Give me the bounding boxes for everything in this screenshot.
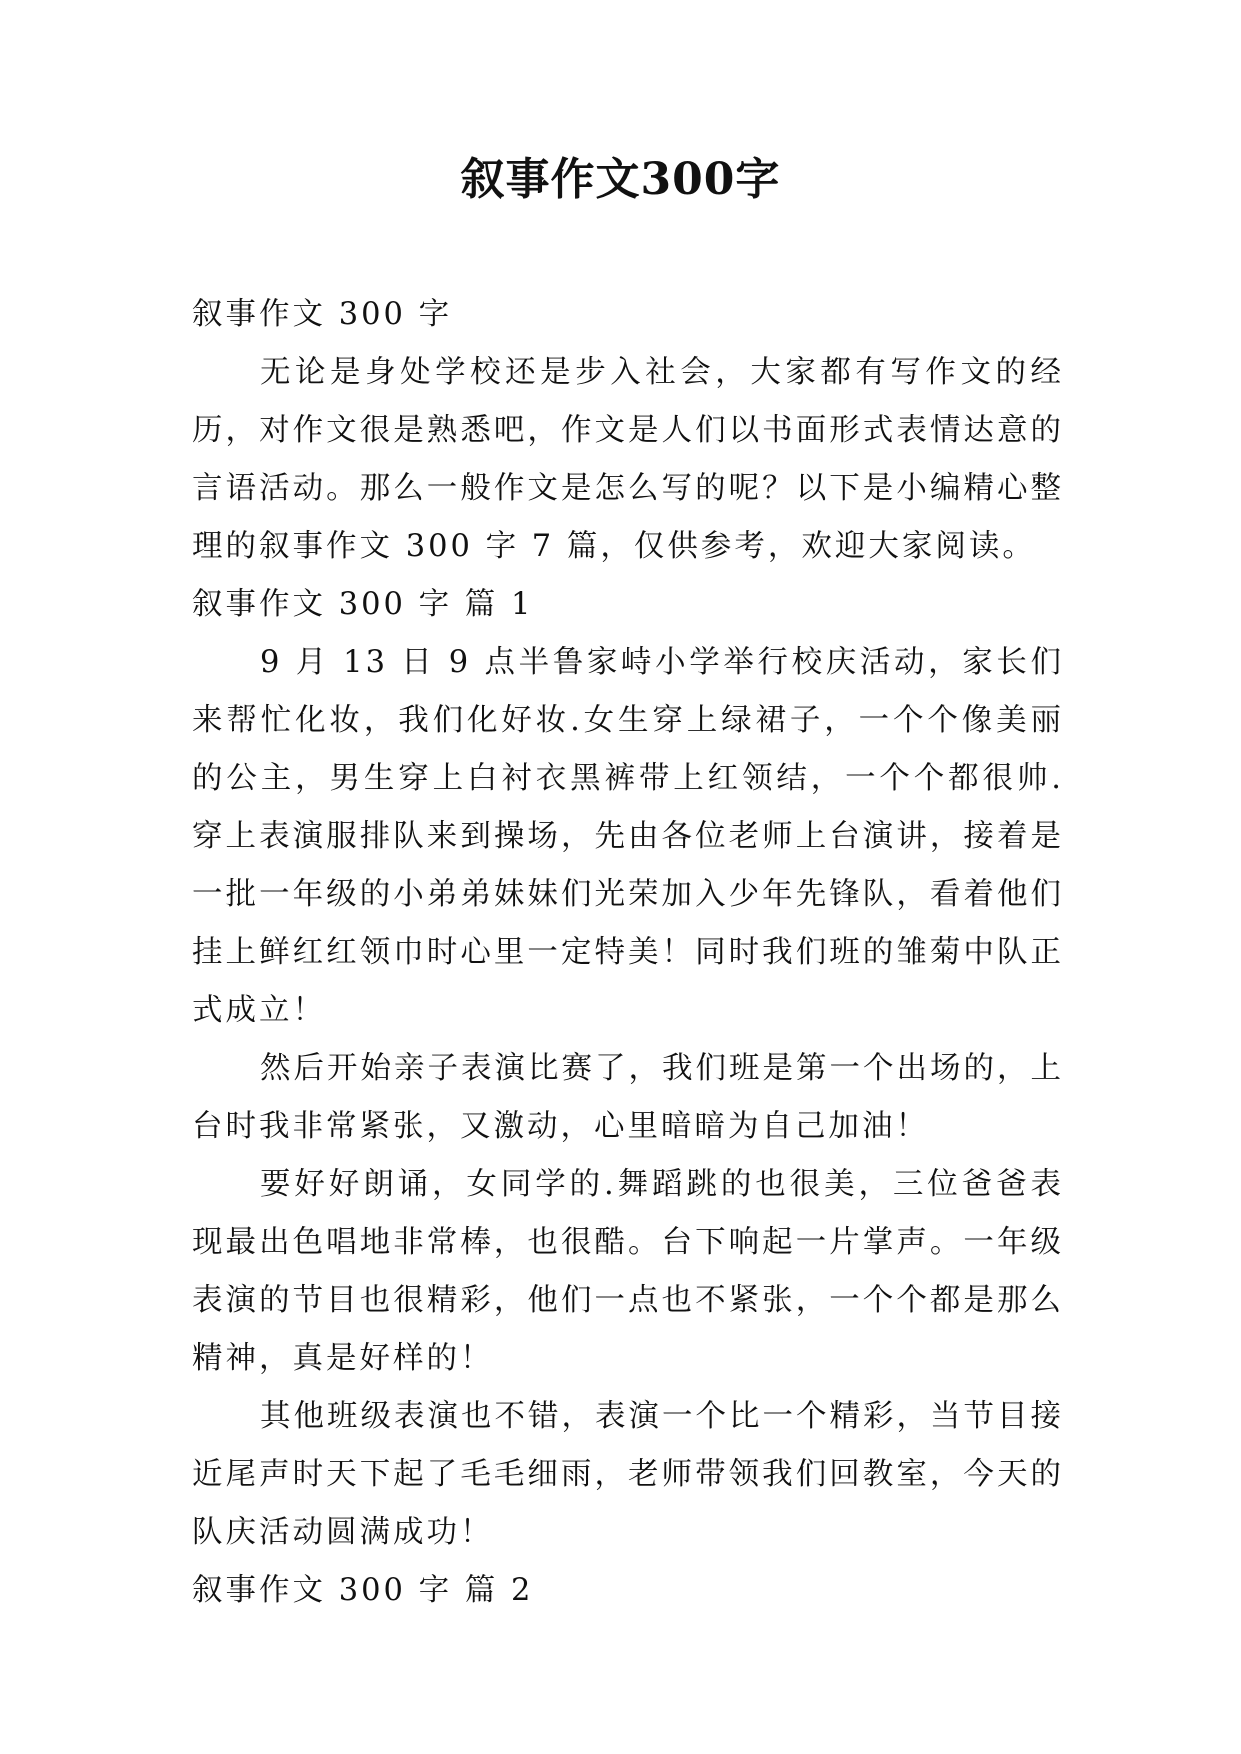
paragraph-3: 要好好朗诵，女同学的.舞蹈跳的也很美，三位爸爸表现最出色唱地非常棒，也很酷。台下响起一片掌声。一年级表演的节目也很精彩，他们一点也不紧张，一个个都是那么精神，真是好样的！ — [192, 1167, 1064, 1376]
document-body — [192, 286, 1064, 1620]
section-heading-1: 叙事作文 300 字 篇 1 — [192, 587, 534, 622]
essay-heading: 叙事作文 300 字 — [192, 297, 453, 332]
paragraph-1: 9 月 13 日 9 点半鲁家峙小学举行校庆活动，家长们来帮忙化妆，我们化好妆.女生穿上绿裙子，一个个像美丽的公主，男生穿上白衬衣黑裤带上红领结，一个个都很帅. 穿上表演服排队来到操场，先由各位老师上台演讲，接着是一批一年级的小弟弟妹妹们光荣加入少年先锋队，看着他们挂上鲜红红领巾时心里一定特美！同时我们班的雏菊中队正式成立！ — [192, 645, 1064, 1028]
paragraph-4: 其他班级表演也不错，表演一个比一个精彩，当节目接近尾声时天下起了毛毛细雨，老师带领我们回教室，今天的队庆活动圆满成功！ — [192, 1399, 1064, 1550]
paragraph-2: 然后开始亲子表演比赛了，我们班是第一个出场的，上台时我非常紧张，又激动，心里暗暗为自己加油！ — [192, 1051, 1064, 1144]
intro-paragraph: 无论是身处学校还是步入社会，大家都有写作文的经历，对作文很是熟悉吧，作文是人们以书面形式表情达意的言语活动。那么一般作文是怎么写的呢？以下是小编精心整理的叙事作文 300 字 7 篇，仅供参考，欢迎大家阅读。 — [192, 355, 1064, 564]
section-heading-2: 叙事作文 300 字 篇 2 — [192, 1573, 534, 1608]
document-title: 叙事作文300字 — [460, 154, 781, 205]
